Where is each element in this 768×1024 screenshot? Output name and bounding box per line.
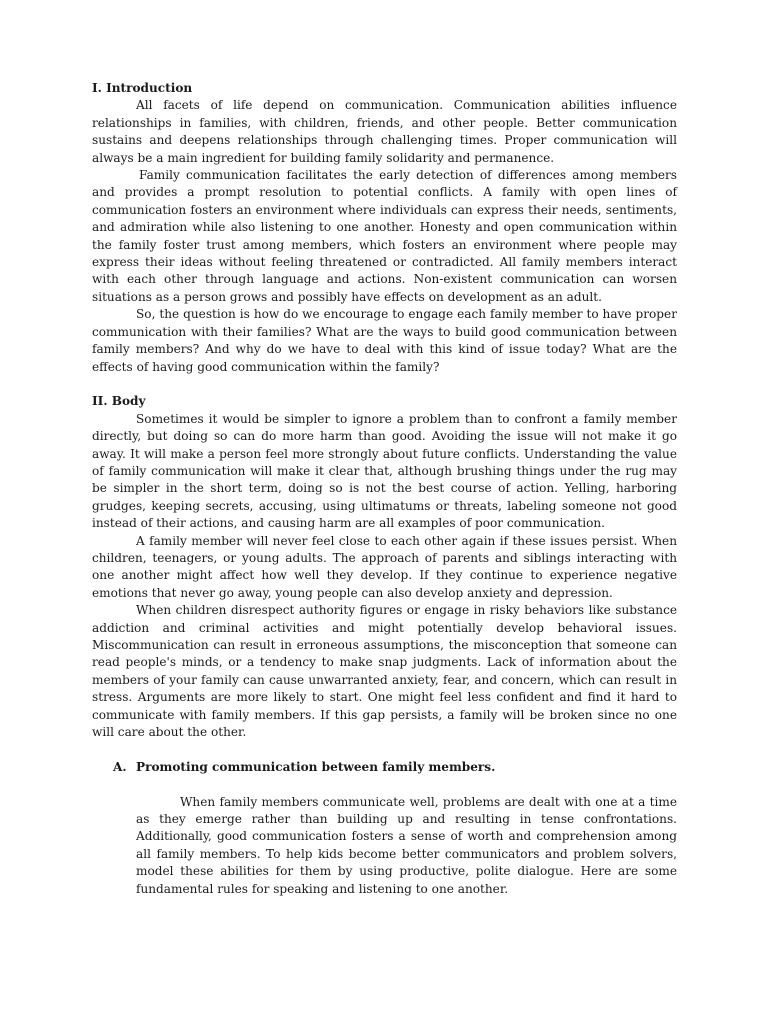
body-heading: II. Body bbox=[92, 394, 146, 409]
body-paragraph-1: Sometimes it would be simpler to ignore a problem than to confront a family member directly, but doing so can do more harm than good. Avoiding the issue will not make it go away. It will make a person feel more strongly about future conflicts. Understanding the value of family communication will make it clear that, although brushing things under the rug may be simpler in the short term, doing so is not the best course of action. Yelling, harboring grudges, keeping secrets, accusing, using ultimatums or threats, labeling someone not good instead of their actions, and causing harm are all examples of poor communication. bbox=[92, 411, 677, 531]
intro-paragraph-3: So, the question is how do we encourage to engage each family member to have proper communication with their families? What are the ways to build good communication between family members? And why do we have to deal with this kind of issue today? What are the effects of having good communication within the family? bbox=[92, 307, 677, 374]
intro-paragraph-1: All facets of life depend on communication. Communication abilities influence relationships in families, with children, friends, and other people. Better communication sustains and deepens relationships through challenging times. Proper communication will always be a main ingredient for building family solidarity and permanence. bbox=[92, 98, 677, 165]
subsection-a-heading bbox=[92, 759, 677, 776]
section-spacer bbox=[92, 776, 677, 793]
section-spacer bbox=[92, 741, 677, 758]
subsection-a-marker: A. bbox=[113, 759, 127, 774]
introduction-heading: I. Introduction bbox=[92, 81, 193, 95]
subsection-a-title: Promoting communication between family members. bbox=[136, 759, 496, 774]
body-paragraph-3: When children disrespect authority figures or engage in risky behaviors like substance addiction and criminal activities and might potentially develop behavioral issues. Miscommunication can result in erroneous assumptions, the misconception that someone can read people's minds, or a tendency to make snap judgments. Lack of information about the members of your family can cause unwarranted anxiety, fear, and concern, which can result in stress. Arguments are more likely to start. One might feel less confident and find it hard to communicate with family members. If this gap persists, a family will be broken since no one will care about the other. bbox=[92, 603, 677, 740]
section-spacer bbox=[92, 376, 677, 393]
document-body bbox=[92, 80, 677, 898]
body-paragraph-2: A family member will never feel close to each other again if these issues persist. When children, teenagers, or young adults. The approach of parents and siblings interacting with one another might affect how well they develop. If they continue to experience negative emotions that never go away, young people can also develop anxiety and depression. bbox=[92, 533, 677, 600]
intro-paragraph-2: Family communication facilitates the early detection of differences among members and provides a prompt resolution to potential conflicts. A family with open lines of communication fosters an environment where individuals can express their needs, sentiments, and admiration while also listening to one another. Honesty and open communication within the family foster trust among members, which fosters an environment where people may express their ideas without feeling threatened or contradicted. All family members interact with each other through language and actions. Non-existent communication can worsen situations as a person grows and possibly have effects on development as an adult. bbox=[92, 168, 677, 304]
subsection-a-paragraph: When family members communicate well, problems are dealt with one at a time as they emerge rather than building up and resulting in tense confrontations. Additionally, good communication fosters a sense of worth and comprehension among all family members. To help kids become better communicators and problem solvers, model these abilities for them by using productive, polite dialogue. Here are some fundamental rules for speaking and listening to one another. bbox=[136, 794, 677, 896]
